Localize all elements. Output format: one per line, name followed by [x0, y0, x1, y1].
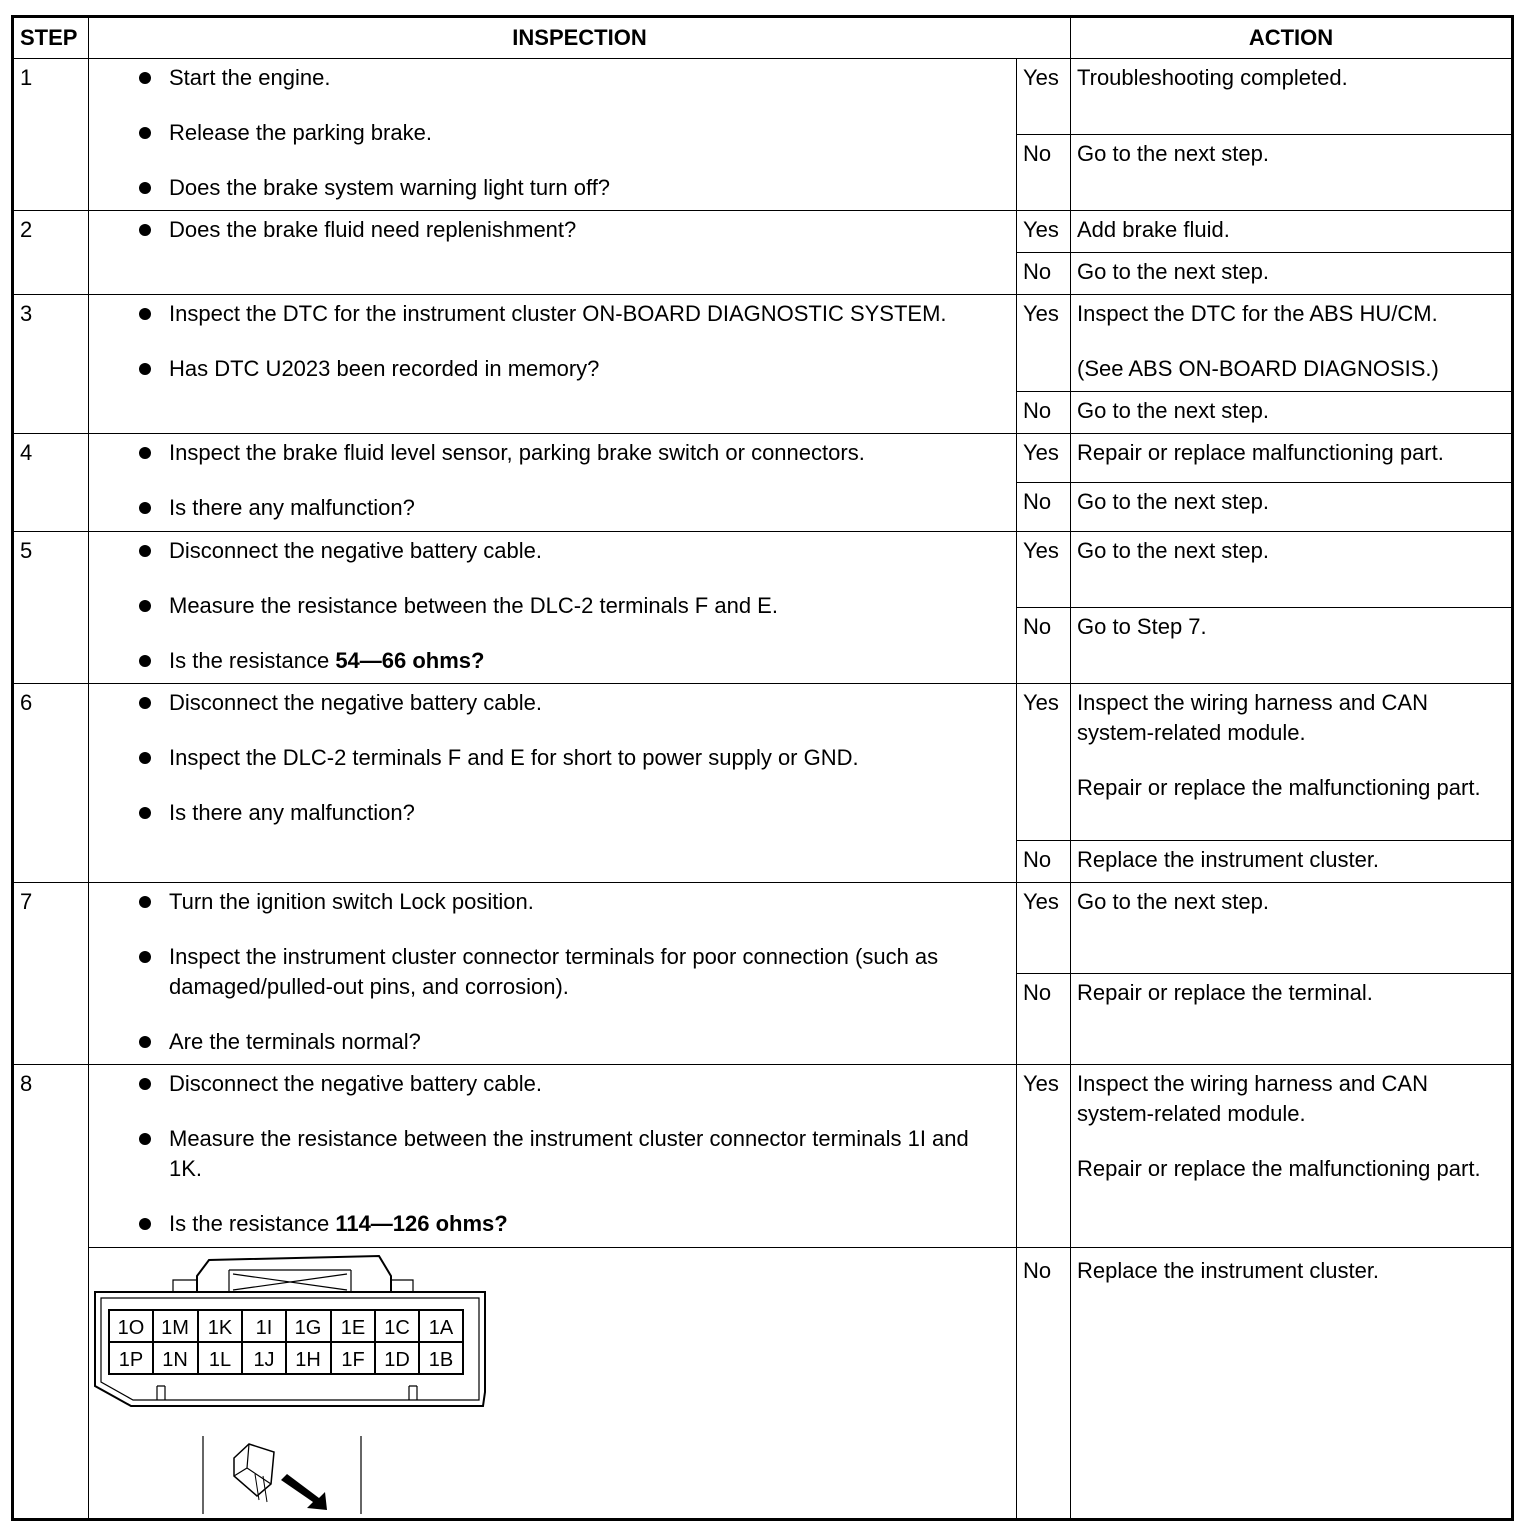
resistance-spec: 114—126 ohms?	[335, 1211, 508, 1236]
connector-figure-cell	[89, 1248, 1017, 1520]
step-3-yes-row	[13, 295, 1513, 392]
action-yes-line: Inspect the DTC for the ABS HU/CM.	[1077, 301, 1438, 326]
inspection-bullet: Disconnect the negative battery cable.	[89, 688, 1016, 718]
action-no: Repair or replace the terminal.	[1071, 974, 1513, 1065]
action-no: Replace the instrument cluster.	[1071, 1248, 1513, 1520]
action-yes: Go to the next step.	[1071, 883, 1513, 974]
inspection-bullet: Release the parking brake.	[89, 118, 1016, 148]
terminal-label: 1M	[161, 1317, 189, 1339]
terminal-label: 1J	[253, 1349, 275, 1371]
terminal-label: 1I	[255, 1317, 273, 1339]
action-no: Go to Step 7.	[1071, 608, 1513, 684]
action-yes: Add brake fluid.	[1071, 211, 1513, 253]
inspection-bullet: Does the brake fluid need replenishment?	[89, 215, 1016, 245]
connector-figure	[89, 1248, 1016, 1518]
inspection-bullet: Start the engine.	[89, 63, 1016, 93]
yes-label: Yes	[1017, 1065, 1071, 1248]
inspection-bullet: Disconnect the negative battery cable.	[89, 1069, 1016, 1099]
arrow-icon	[281, 1474, 327, 1510]
inspection-cell	[89, 684, 1017, 883]
action-yes: Repair or replace malfunctioning part.	[1071, 434, 1513, 483]
step-number: 8	[13, 1065, 89, 1520]
inspection-bullet: Inspect the DLC-2 terminals F and E for short to power supply or GND.	[89, 743, 1016, 773]
inspection-cell	[89, 1065, 1017, 1248]
terminal-label: 1O	[117, 1317, 145, 1339]
resistance-spec: 54—66 ohms?	[335, 648, 485, 673]
terminal-label: 1P	[118, 1349, 144, 1371]
no-label: No	[1017, 974, 1071, 1065]
no-label: No	[1017, 135, 1071, 211]
inspection-bullet: Inspect the DTC for the instrument cluster ON-BOARD DIAGNOSTIC SYSTEM.	[89, 299, 1016, 329]
terminal-label: 1K	[207, 1317, 233, 1339]
inspection-bullet: Is there any malfunction?	[89, 798, 1016, 828]
yes-label: Yes	[1017, 532, 1071, 608]
inspection-bullet: Does the brake system warning light turn off?	[89, 173, 1016, 203]
terminal-label: 1D	[384, 1349, 410, 1371]
step-number: 4	[13, 434, 89, 532]
action-yes-line: Repair or replace the malfunctioning part.	[1077, 1156, 1481, 1181]
action-yes-line: (See ABS ON-BOARD DIAGNOSIS.)	[1077, 356, 1439, 381]
inspection-bullet: Are the terminals normal?	[89, 1027, 1016, 1057]
step-number: 1	[13, 59, 89, 211]
inspection-bullet: Turn the ignition switch Lock position.	[89, 887, 1016, 917]
terminal-label: 1G	[294, 1317, 322, 1339]
inspection-bullet: Measure the resistance between the instrument cluster connector terminals 1I and 1K.	[89, 1124, 1016, 1184]
inspection-bullet: Inspect the instrument cluster connector terminals for poor connection (such as damaged/pulled-out pins, and corrosion).	[89, 942, 1016, 1002]
step-6-yes-row	[13, 684, 1513, 841]
action-yes	[1071, 1065, 1513, 1248]
terminal-label: 1E	[340, 1317, 366, 1339]
terminal-label: 1L	[208, 1349, 232, 1371]
no-label: No	[1017, 608, 1071, 684]
yes-label: Yes	[1017, 883, 1071, 974]
connector-housing-inner	[101, 1298, 479, 1400]
step-7-yes-row	[13, 883, 1513, 974]
inspection-cell	[89, 295, 1017, 434]
step-4-yes-row	[13, 434, 1513, 483]
terminal-label: 1C	[384, 1317, 410, 1339]
step-number: 3	[13, 295, 89, 434]
inspection-cell	[89, 883, 1017, 1065]
no-label: No	[1017, 1248, 1071, 1520]
terminal-label: 1N	[162, 1349, 188, 1371]
yes-label: Yes	[1017, 434, 1071, 483]
inspection-bullet	[89, 1209, 1016, 1239]
inspection-bullet: Has DTC U2023 been recorded in memory?	[89, 354, 1016, 384]
action-no: Replace the instrument cluster.	[1071, 841, 1513, 883]
step-number: 2	[13, 211, 89, 295]
inspection-bullet: Is there any malfunction?	[89, 493, 1016, 523]
troubleshooting-table	[11, 15, 1514, 1521]
terminal-label: 1F	[341, 1349, 365, 1371]
inspection-bullet: Inspect the brake fluid level sensor, parking brake switch or connectors.	[89, 438, 1016, 468]
latch-cross-mark	[233, 1274, 347, 1290]
no-label: No	[1017, 253, 1071, 295]
terminal-label: 1B	[428, 1349, 454, 1371]
action-yes	[1071, 295, 1513, 392]
yes-label: Yes	[1017, 684, 1071, 841]
action-no: Go to the next step.	[1071, 392, 1513, 434]
step-2-yes-row	[13, 211, 1513, 253]
header-action: ACTION	[1071, 17, 1513, 59]
step-number: 5	[13, 532, 89, 684]
inspection-bullet: Disconnect the negative battery cable.	[89, 536, 1016, 566]
step-8-yes-row	[13, 1065, 1513, 1248]
step-number: 7	[13, 883, 89, 1065]
terminal-label: 1H	[295, 1349, 321, 1371]
inspection-bullet: Measure the resistance between the DLC-2 terminals F and E.	[89, 591, 1016, 621]
connector-sketch	[234, 1444, 274, 1496]
no-label: No	[1017, 483, 1071, 532]
action-yes-line: Repair or replace the malfunctioning part.	[1077, 775, 1481, 800]
inspection-cell	[89, 211, 1017, 295]
yes-label: Yes	[1017, 59, 1071, 135]
step-5-yes-row	[13, 532, 1513, 608]
inspection-cell	[89, 532, 1017, 684]
connector-latch	[197, 1256, 391, 1292]
action-yes	[1071, 684, 1513, 841]
no-label: No	[1017, 841, 1071, 883]
action-no: Go to the next step.	[1071, 135, 1513, 211]
step-1-yes-row	[13, 59, 1513, 135]
action-yes-line: Inspect the wiring harness and CAN system-related module.	[1077, 690, 1428, 745]
action-yes: Go to the next step.	[1071, 532, 1513, 608]
bullet-text: Is the resistance	[169, 1211, 336, 1236]
step-number: 6	[13, 684, 89, 883]
inspection-cell	[89, 59, 1017, 211]
action-no: Go to the next step.	[1071, 253, 1513, 295]
bullet-text: Is the resistance	[169, 648, 336, 673]
connector-diagram	[89, 1248, 589, 1518]
inspection-bullet	[89, 646, 1016, 676]
action-yes-line: Inspect the wiring harness and CAN system-related module.	[1077, 1071, 1428, 1126]
step-8-no-row	[13, 1248, 1513, 1520]
terminal-label: 1A	[428, 1317, 454, 1339]
no-label: No	[1017, 392, 1071, 434]
action-no: Go to the next step.	[1071, 483, 1513, 532]
header-inspection: INSPECTION	[89, 17, 1071, 59]
action-yes: Troubleshooting completed.	[1071, 59, 1513, 135]
header-step: STEP	[13, 17, 89, 59]
yes-label: Yes	[1017, 211, 1071, 253]
header-row	[13, 17, 1513, 59]
inspection-cell	[89, 434, 1017, 532]
yes-label: Yes	[1017, 295, 1071, 392]
